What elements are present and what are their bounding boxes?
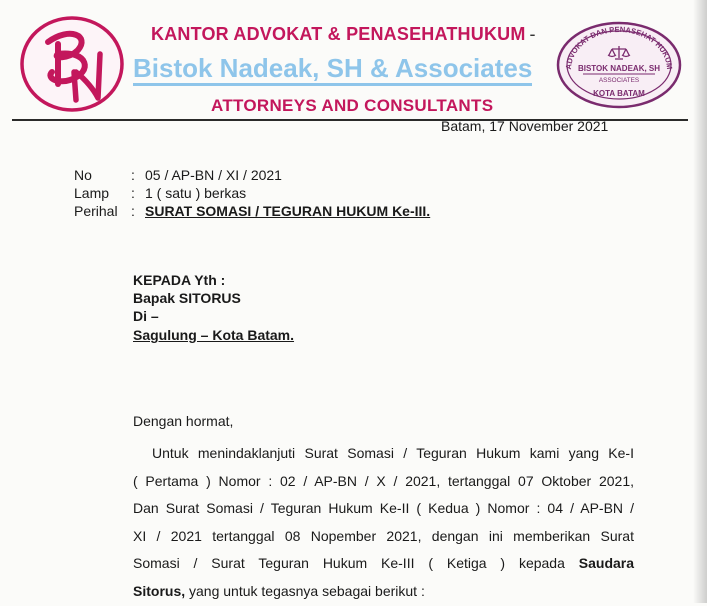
seal-top-arc: ADVOKAT DAN PENASEHAT HUKUM [563, 24, 675, 70]
paragraph-line [133, 578, 634, 606]
ref-label: Lamp [74, 185, 110, 201]
ref-value: 05 / AP-BN / XI / 2021 [145, 167, 282, 183]
ref-sep: : [131, 185, 135, 201]
firm-seal [555, 20, 683, 110]
paragraph-text: Somasi / Surat Teguran Hukum Ke-III ( Ketiga ) kepada [133, 555, 565, 572]
ref-label: Perihal [74, 203, 118, 219]
ref-value: 1 ( satu ) berkas [145, 185, 247, 201]
firm-tagline: ATTORNEYS AND CONSULTANTS [211, 96, 494, 115]
page-edge-shadow [693, 0, 707, 603]
ref-subject [74, 203, 430, 219]
addressee-to: KEPADA Yth : [133, 272, 226, 288]
firm-line-text: KANTOR ADVOKAT & PENASEHATHUKUM [151, 24, 526, 44]
paragraph-line: Untuk menindaklanjuti Surat Somasi / Teguran Hukum kami yang Ke-I [152, 445, 634, 461]
seal-center: BISTOK NADEAK, SH [577, 64, 661, 73]
paragraph-bold: Saudara [578, 555, 635, 572]
addressee-name: Bapak SITORUS [133, 290, 241, 306]
firm-name: Bistok Nadeak, SH & Associates [133, 54, 532, 86]
body-paragraph [133, 440, 634, 606]
firm-line [151, 24, 536, 45]
letter-date: Batam, 17 November 2021 [441, 118, 609, 134]
ref-number [74, 167, 282, 183]
paragraph-line [133, 550, 634, 578]
ref-subject-value: SURAT SOMASI / TEGURAN HUKUM Ke-III. [145, 203, 431, 219]
seal-sub: ASSOCIATES [598, 77, 640, 84]
addressee-at: Di – [133, 308, 159, 324]
paragraph-line: ( Pertama ) Nomor : 02 / AP-BN / X / 2021, tertanggal 07 Oktober 2021, [133, 472, 634, 489]
ref-sep: : [131, 203, 135, 219]
paragraph-text: yang untuk tegasnya sebagai berikut : [185, 582, 425, 599]
firm-mark: - [529, 24, 536, 44]
paragraph-bold: Sitorus, [133, 582, 186, 599]
paragraph-line: Dan Surat Somasi / Teguran Hukum Ke-II ( Kedua ) Nomor : 04 / AP-BN / [133, 500, 634, 517]
ref-attachment [74, 185, 246, 201]
greeting: Dengan hormat, [133, 413, 234, 429]
ref-label: No [74, 167, 92, 183]
firm-logo [18, 14, 126, 114]
seal-bottom: KOTA BATAM [593, 89, 645, 98]
ref-sep: : [131, 167, 135, 183]
paragraph-line: XI / 2021 tertanggal 08 Nopember 2021, dengan ini memberikan Surat [133, 527, 634, 544]
addressee-place: Sagulung – Kota Batam. [133, 327, 295, 343]
